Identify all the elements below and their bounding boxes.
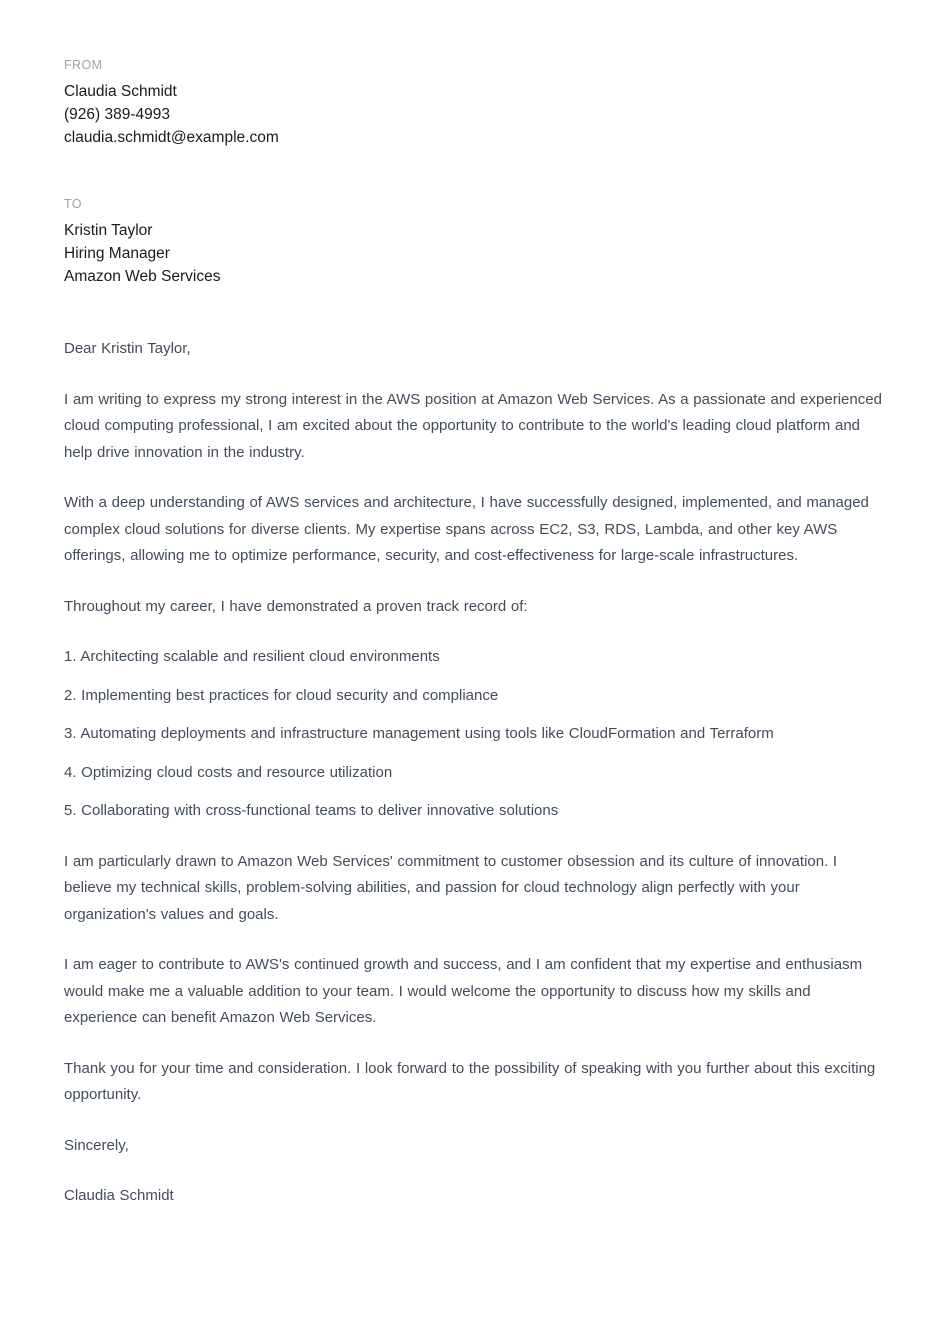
paragraph-eagerness: I am eager to contribute to AWS's continued growth and success, and I am confident that my expertise and enthusiasm would make me a valuable addition to your team. I would welcome the opportunity to discuss how my skills and experience can benefit Amazon Web Services. bbox=[64, 956, 863, 1026]
paragraph-expertise: With a deep understanding of AWS services and architecture, I have successfully designed, implemented, and managed complex cloud solutions for diverse clients. My expertise spans across EC2, S3, RDS, Lambda, and other key AWS offerings, allowing me to optimize performance, security, and cost-effectiveness for large-scale infrastructures. bbox=[64, 494, 869, 564]
paragraph-intro: I am writing to express my strong interest in the AWS position at Amazon Web Services. As a passionate and experienced cloud computing professional, I am excited about the opportunity to contribute to the world's leading cloud platform and help drive innovation in the industry. bbox=[64, 390, 882, 461]
sender-phone: (926) 389-4993 bbox=[64, 106, 170, 123]
list-item: 5. Collaborating with cross-functional teams to deliver innovative solutions bbox=[64, 802, 559, 819]
paragraph-thanks: Thank you for your time and consideration. I look forward to the possibility of speaking with you further about this exciting opportunity. bbox=[64, 1059, 876, 1103]
from-label: FROM bbox=[64, 58, 103, 72]
to-block bbox=[64, 197, 888, 288]
paragraph-culture: I am particularly drawn to Amazon Web Services' commitment to customer obsession and its culture of innovation. I believe my technical skills, problem-solving abilities, and passion for cloud technology align perfectly with your organization's values and goals. bbox=[64, 852, 838, 923]
letter-body bbox=[64, 336, 888, 1210]
list-item: 2. Implementing best practices for cloud security and compliance bbox=[64, 686, 499, 704]
list-item: 1. Architecting scalable and resilient cloud environments bbox=[64, 648, 440, 665]
recipient-company: Amazon Web Services bbox=[64, 268, 221, 285]
signoff: Sincerely, bbox=[64, 1136, 129, 1154]
list-item: 3. Automating deployments and infrastructure management using tools like CloudFormation and Terraform bbox=[64, 725, 774, 742]
paragraph-track-record: Throughout my career, I have demonstrated a proven track record of: bbox=[64, 597, 528, 615]
from-block bbox=[64, 58, 888, 149]
recipient-title: Hiring Manager bbox=[64, 245, 170, 262]
sender-name: Claudia Schmidt bbox=[64, 83, 177, 100]
recipient-name: Kristin Taylor bbox=[64, 222, 153, 239]
sender-email: claudia.schmidt@example.com bbox=[64, 129, 279, 146]
salutation: Dear Kristin Taylor, bbox=[64, 340, 191, 357]
signature: Claudia Schmidt bbox=[64, 1187, 174, 1204]
to-label: TO bbox=[64, 197, 82, 211]
list-item: 4. Optimizing cloud costs and resource utilization bbox=[64, 763, 393, 781]
